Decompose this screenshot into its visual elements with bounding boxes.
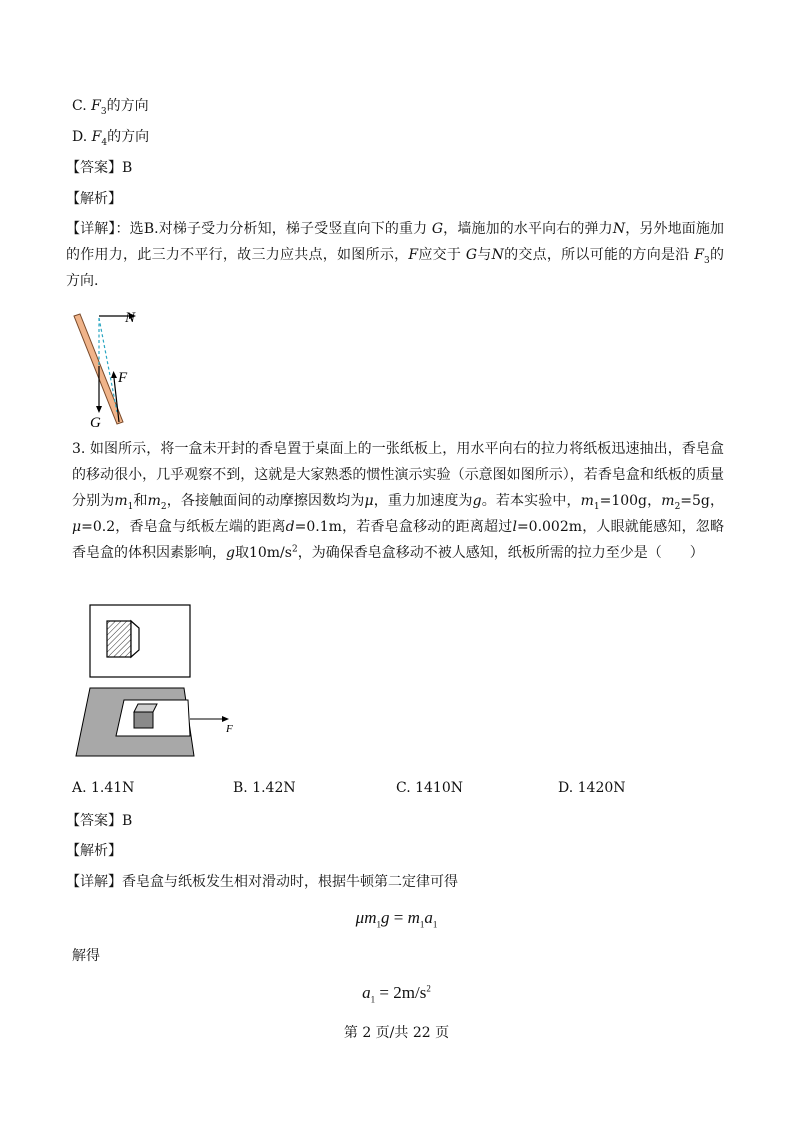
sym-g-q3-2: g	[226, 545, 235, 561]
sym-mu-2: μ	[72, 519, 82, 535]
detail-text-7: 的方向.	[66, 247, 724, 289]
option-d-prefix: D.	[72, 129, 92, 145]
page-footer: 第 2 页/共 22 页	[343, 1025, 450, 1041]
l-value: =0.002m，人眼就能感知，忽略香皂盒的体积因素影响，	[72, 519, 724, 561]
option-c-suffix: 的方向	[106, 98, 149, 114]
eq1-eq: =	[389, 908, 408, 927]
sym-g-2: G	[465, 247, 478, 263]
soap-box-top	[134, 704, 157, 712]
analysis: 【解析】	[66, 843, 122, 859]
sym-m-2: m	[147, 493, 161, 509]
top-view-board	[90, 605, 190, 677]
analysis-prev: 【解析】	[66, 191, 122, 207]
sub-1: 1	[127, 501, 134, 512]
force-arrowhead	[222, 716, 229, 722]
detail-text-4: 应交于	[418, 247, 462, 263]
sub-2-b: 2	[674, 501, 681, 512]
m2-value: =5g，	[680, 493, 725, 509]
detail-text: 香皂盒与纸板发生相对滑动时，根据牛顿第二定律可得	[122, 874, 458, 890]
q3-and: 和	[133, 493, 148, 509]
detail	[66, 872, 458, 892]
detail-text-6: 的交点，所以可能的方向是沿	[503, 247, 690, 263]
option-c-sub: 3	[100, 106, 107, 117]
sym-g: G	[431, 221, 444, 237]
eq1-g: g	[380, 908, 390, 927]
d-value: =0.1m，若香皂盒移动的距离超过	[294, 519, 513, 535]
detail-tag: 【详解】	[66, 221, 116, 237]
detail-tag-2: 【详解】	[66, 874, 122, 890]
choice-c: C. 1410N	[396, 780, 463, 796]
choice-a: A. 1.41N	[72, 780, 135, 796]
eq2-a: a	[362, 983, 371, 1002]
soap-box-front	[134, 712, 153, 728]
eq2-rhs: = 2m/s	[375, 983, 427, 1002]
g-exp: 2	[291, 544, 298, 555]
answer: 【答案】B	[66, 813, 133, 829]
q3-text-3: ，重力加速度为	[373, 493, 473, 509]
eq1-sub: 1	[376, 919, 381, 930]
option-d-sub: 4	[101, 137, 108, 148]
sym-l: l	[512, 519, 517, 535]
top-view-soap-box	[107, 621, 131, 657]
sym-m: m	[114, 493, 128, 509]
sym-m-3: m	[580, 493, 594, 509]
option-c-prefix: C.	[72, 98, 92, 114]
detail-text-3: ，另外地面施加的作用力，此三力不平行，故三力应共点，如图所示，	[66, 221, 725, 263]
q3-text-5: ，为确保香皂盒移动不被人感知，纸板所需的拉力至少是（ ）	[297, 545, 704, 561]
choice-b: B. 1.42N	[233, 780, 296, 796]
label-f-box: F	[226, 723, 233, 735]
sym-f-2: F	[694, 247, 704, 263]
sub-2: 2	[160, 501, 167, 512]
choice-d: D. 1420N	[558, 780, 626, 796]
force-f-arrowhead	[111, 371, 117, 378]
eq1-sub-3: 1	[432, 919, 438, 930]
detail-text-5: 与	[477, 247, 492, 263]
question-3	[72, 436, 724, 566]
eq2-sub: 1	[370, 994, 376, 1005]
label-f: F	[118, 370, 128, 386]
sym-g-q3: g	[472, 493, 482, 509]
eq2-exp: 2	[426, 983, 431, 994]
q3-text-4: 。若本实验中，	[481, 493, 581, 509]
option-d-suffix: 的方向	[107, 129, 150, 145]
eq1-sub-2: 1	[419, 919, 425, 930]
force-symbol: F	[91, 129, 102, 145]
sym-d: d	[285, 519, 295, 535]
sub-1-b: 1	[593, 501, 600, 512]
equation-1	[0, 908, 793, 928]
solve-label: 解得	[72, 948, 100, 964]
eq1-mu: μ	[355, 908, 365, 927]
sym-mu: μ	[364, 493, 374, 509]
soap-box-figure	[72, 602, 252, 762]
sym-n: N	[612, 221, 626, 237]
sym-f3-sub: 3	[704, 255, 710, 266]
answer-prev: 【答案】B	[66, 160, 133, 176]
sym-n-2: N	[491, 247, 504, 263]
detail-prev	[66, 216, 724, 294]
g-value: 取10m/s	[234, 545, 292, 561]
option-c	[72, 96, 149, 116]
q3-text-2: ，各接触面间的动摩擦因数均为	[166, 493, 365, 509]
equation-2	[0, 983, 793, 1003]
label-g: G	[90, 415, 101, 430]
sym-f: F	[408, 247, 419, 263]
top-view-soap-side	[131, 621, 139, 657]
detail-text-2: ，墙施加的水平向右的弹力	[443, 221, 613, 237]
label-n: N	[125, 310, 136, 326]
option-d	[72, 127, 149, 147]
detail-text-1: ：选B.对梯子受力分析知，梯子受竖直向下的重力	[115, 221, 428, 237]
eq1-m-2: m	[407, 908, 420, 927]
q3-text-1: 如图所示，将一盒未开封的香皂置于桌面上的一张纸板上，用水平向右的拉力将纸板迅速抽出，香皂盒的移动很小，几乎观察不到，这就是大家熟悉的惯性演示实验（示意图如图所示），若香皂盒和纸板的质量分别为	[72, 441, 724, 509]
eq1-m: m	[364, 908, 377, 927]
m1-value: =100g，	[599, 493, 662, 509]
ladder-figure	[70, 306, 150, 430]
force-g-arrowhead	[96, 406, 102, 413]
eq1-a: a	[424, 908, 433, 927]
force-symbol: F	[91, 98, 101, 114]
sym-m-4: m	[661, 493, 675, 509]
question-number: 3.	[72, 441, 86, 457]
mu-value: =0.2，香皂盒与纸板左端的距离	[81, 519, 286, 535]
